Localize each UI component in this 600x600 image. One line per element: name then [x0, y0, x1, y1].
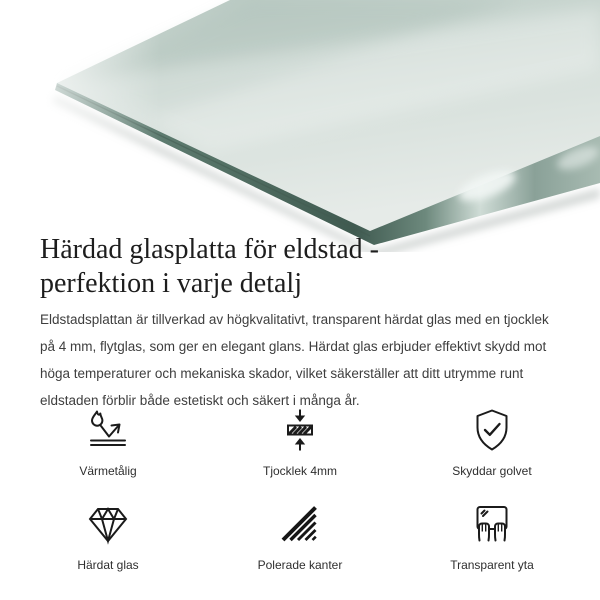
feature-item-thickness: [204, 406, 396, 478]
product-description: Eldstadsplattan är tillverkad av högkvalitativt, transparent härdat glas med en tjocklek på 4 mm, flytglas, som ger en elegant glans. Härdat glas erbjuder effektivt skydd mot höga temperaturer och mekaniska skador, vilket säkerställer att ditt utrymme runt eldstaden förblir både estetiskt och säkert i många år.: [40, 312, 549, 408]
feature-label: Skyddar golvet: [452, 464, 532, 478]
feature-label: Tjocklek 4mm: [262, 464, 337, 478]
feature-label: Transparent yta: [450, 558, 534, 572]
feature-grid: [12, 406, 588, 572]
diamond-icon: [84, 500, 132, 548]
feature-item-polished-edges: [204, 500, 396, 572]
product-image: [0, 0, 600, 252]
feature-item-floor-protection: [396, 406, 588, 478]
polished-edges-stripes-icon: [276, 500, 324, 548]
feature-item-transparent-surface: [396, 500, 588, 572]
feature-item-tempered-glass: [12, 500, 204, 572]
feature-label: Värmetålig: [79, 464, 137, 478]
feature-label: Härdat glas: [77, 558, 139, 572]
feature-label: Polerade kanter: [257, 558, 343, 572]
feature-item-heat-resistant: [12, 406, 204, 478]
glass-plate-illustration: [0, 0, 600, 252]
thickness-arrows-icon: [276, 406, 324, 454]
page-title: [40, 233, 379, 301]
shield-check-icon: [468, 406, 516, 454]
page-title-line2: perfektion i varje detalj: [40, 268, 302, 299]
heat-resistant-icon: [84, 406, 132, 454]
page-title-line1: Härdad glasplatta för eldstad -: [40, 234, 379, 265]
hands-holding-glass-icon: [468, 500, 516, 548]
